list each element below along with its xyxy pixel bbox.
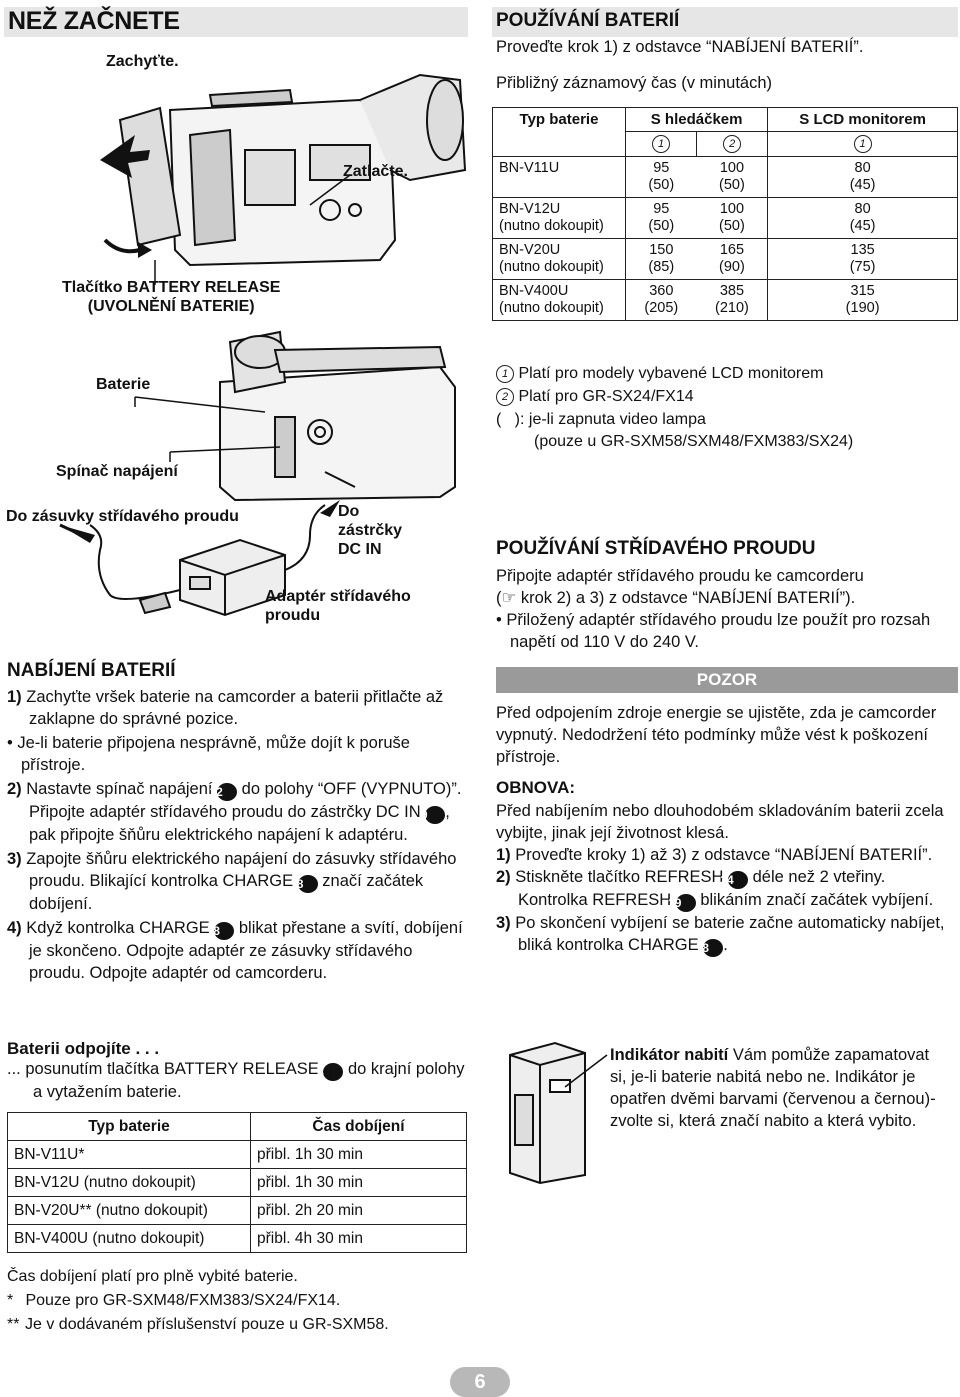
- section-heading-charging: NABÍJENÍ BATERIÍ: [7, 660, 176, 681]
- note-fully-discharged: Čas dobíjení platí pro plně vybité baterie.: [7, 1268, 298, 1285]
- page-number: 6: [450, 1367, 510, 1397]
- caution-text: Před odpojením zdroje energie se ujistěte, zda je camcorder vypnutý. Nedodržení této podmínky může vést k poškození přístroje.: [496, 704, 937, 766]
- refresh-step-3: 3) Po skončení vybíjení se baterie začne automaticky nabíjet, bliká kontrolka CHARGE 18 .: [496, 914, 945, 955]
- section-heading-ac-use: POUŽÍVÁNÍ STŘÍDAVÉHO PROUDU: [496, 538, 816, 559]
- table-header-row: [8, 1113, 467, 1141]
- charging-instructions: [7, 686, 465, 984]
- number-18-icon: 18: [298, 875, 318, 893]
- charging-bullet-1: • Je-li baterie připojena nesprávně, může dojít k poruše přístroje.: [7, 734, 410, 774]
- label-to-dc-in: Do zástrčky DC IN: [338, 503, 403, 558]
- charging-step-3: 3) Zapojte šňůru elektrického napájení do zásuvky střídavého proudu. Blikající kontrolka CHARGE 18 značí začátek dobíjení.: [7, 850, 457, 913]
- footnote-1-marker: 1: [854, 135, 872, 153]
- footnote-2-marker: 2: [496, 388, 514, 406]
- table-row: BN-V11U 95 (50) 100 (50) 80 (45): [493, 157, 958, 198]
- footnote-2-marker: 2: [723, 135, 741, 153]
- number-8-icon: 8: [323, 1063, 343, 1081]
- indicator-text: Indikátor nabití Vám pomůže zapamatovat si, je-li baterie nabitá nebo ne. Indikátor je opatřen dvěmi barvami (červenou a černou)-zvolte si, která značí nabito a která vybito.: [610, 1046, 936, 1130]
- table-row: BN-V400U (nutno dokoupit) přibl. 4h 30 min: [8, 1225, 467, 1253]
- note-double-asterisk: ** Je v dodávaném příslušenství pouze u GR-SXM58.: [7, 1316, 389, 1333]
- footnote-3-cont: (pouze u GR-SXM58/SXM48/FXM383/SX24): [534, 433, 854, 450]
- table-row: BN-V20U** (nutno dokoupit) přibl. 2h 20 min: [8, 1197, 467, 1225]
- number-18-icon: 18: [214, 922, 234, 940]
- footnote-3: ( ): je-li zapnuta video lampa: [496, 411, 706, 428]
- remove-battery-text: ... posunutím tlačítka BATTERY RELEASE 8 do krajní polohy a vytažením baterie.: [7, 1060, 465, 1101]
- refresh-step-2: 2) Stiskněte tlačítko REFRESH 24 déle než 2 vteřiny. Kontrolka REFRESH 19 blikáním značí začátek vybíjení.: [496, 868, 934, 910]
- col-lcd: S LCD monitorem: [768, 108, 958, 132]
- page-title: NEŽ ZAČNETE: [8, 7, 180, 35]
- ac-use-text: Připojte adaptér střídavého proudu ke camcorderu (☞ krok 2) a 3) z odstavce “NABÍJENÍ BATERIÍ”). • Přiložený adaptér střídavého proudu lze použít pro rozsah napětí od 110 V do 240 V.: [496, 565, 956, 653]
- table-row: BN-V12U (nutno dokoupit) přibl. 1h 30 min: [8, 1169, 467, 1197]
- label-to-outlet: Do zásuvky střídavého proudu: [6, 508, 239, 525]
- indicator-label: Indikátor nabití: [610, 1046, 729, 1064]
- number-12-icon: 12: [217, 783, 237, 801]
- label-attach: Zachyťte.: [106, 53, 179, 70]
- table-row: BN-V11U* přibl. 1h 30 min: [8, 1141, 467, 1169]
- label-ac-adapter: Adaptér střídavého proudu: [265, 588, 411, 624]
- col-battery-type: Typ baterie: [493, 108, 626, 157]
- camcorder-battery-attach-illustration: [60, 60, 470, 300]
- charging-step-1: 1) Zachyťte vršek baterie na camcorder a baterii přitlačte až zaklapne do správné pozice.: [7, 688, 444, 728]
- note-single-asterisk: * Pouze pro GR-SXM48/FXM383/SX24/FX14.: [7, 1292, 341, 1309]
- label-push: Zatlačte.: [343, 163, 408, 180]
- battery-use-line1: Proveďte krok 1) z odstavce “NABÍJENÍ BATERIÍ”.: [496, 38, 864, 56]
- recording-table-footnotes: [496, 363, 956, 453]
- table-header-row: [493, 108, 958, 132]
- table-row: BN-V12U (nutno dokoupit) 95 (50) 100 (50) 80 (45): [493, 198, 958, 239]
- charging-step-2: 2) Nastavte spínač napájení 12 do polohy “OFF (VYPNUTO)”. Připojte adaptér střídavého proudu do zástrčky DC IN 9 , pak připojte šňůru elektrického napájení k adaptéru.: [7, 780, 462, 844]
- footnote-2: 2 Platí pro GR-SX24/FX14: [496, 386, 956, 408]
- section-heading-refresh: OBNOVA:: [496, 778, 576, 797]
- col-battery-type: Typ baterie: [8, 1113, 251, 1141]
- recording-time-table: [492, 107, 958, 321]
- battery-indicator-illustration: [495, 1035, 615, 1185]
- charging-time-table: [7, 1112, 467, 1253]
- remove-battery-heading: Baterii odpojíte . . .: [7, 1039, 160, 1058]
- ac-use-bullet: • Přiložený adaptér střídavého proudu lze použít pro rozsah napětí od 110 V do 240 V.: [496, 611, 931, 651]
- refresh-text: Před nabíjením nebo dlouhodobém skladováním baterii zcela vybijte, jinak její životnost klesá. 1) Proveďte kroky 1) až 3) z odstavce “NABÍJENÍ BATERIÍ”. 2) Stiskněte tlačítko REFRESH 24 déle než 2 vteřiny. Kontrolka REFRESH 19 blikáním značí začátek vybíjení. 3) Po skončení vybíjení se baterie začne automaticky nabíjet, bliká kontrolka CHARGE 18 .: [496, 800, 956, 957]
- number-19-icon: 19: [676, 894, 696, 912]
- col-viewfinder: S hledáčkem: [626, 108, 768, 132]
- number-24-icon: 24: [728, 871, 748, 889]
- table-row: BN-V400U (nutno dokoupit) 360 (205) 385 (210) 315 (190): [493, 280, 958, 321]
- col-charge-time: Čas dobíjení: [251, 1113, 467, 1141]
- battery-use-line2: Přibližný záznamový čas (v minutách): [496, 74, 773, 92]
- refresh-step-1: 1) Proveďte kroky 1) až 3) z odstavce “NABÍJENÍ BATERIÍ”.: [496, 846, 933, 864]
- label-battery-release: Tlačítko BATTERY RELEASE (UVOLNĚNÍ BATERIE): [62, 279, 281, 315]
- footnote-1-marker: 1: [652, 135, 670, 153]
- label-battery: Baterie: [96, 376, 151, 393]
- footnote-1-marker: 1: [496, 365, 514, 383]
- section-heading-battery-use: POUŽÍVÁNÍ BATERIÍ: [496, 10, 680, 31]
- label-power-switch: Spínač napájení: [56, 463, 178, 480]
- number-9-icon: 9: [425, 806, 445, 824]
- table-row: BN-V20U (nutno dokoupit) 150 (85) 165 (90) 135 (75): [493, 239, 958, 280]
- charging-step-4: 4) Když kontrolka CHARGE 18 blikat přestane a svítí, dobíjení je skončeno. Odpojte adaptér ze zásuvky střídavého proudu. Odpojte adaptér od camcorderu.: [7, 919, 463, 982]
- charging-notes: [7, 1266, 477, 1336]
- footnote-1: 1 Platí pro modely vybavené LCD monitorem: [496, 363, 956, 385]
- number-18-icon: 18: [703, 939, 723, 957]
- caution-banner: POZOR: [496, 667, 958, 693]
